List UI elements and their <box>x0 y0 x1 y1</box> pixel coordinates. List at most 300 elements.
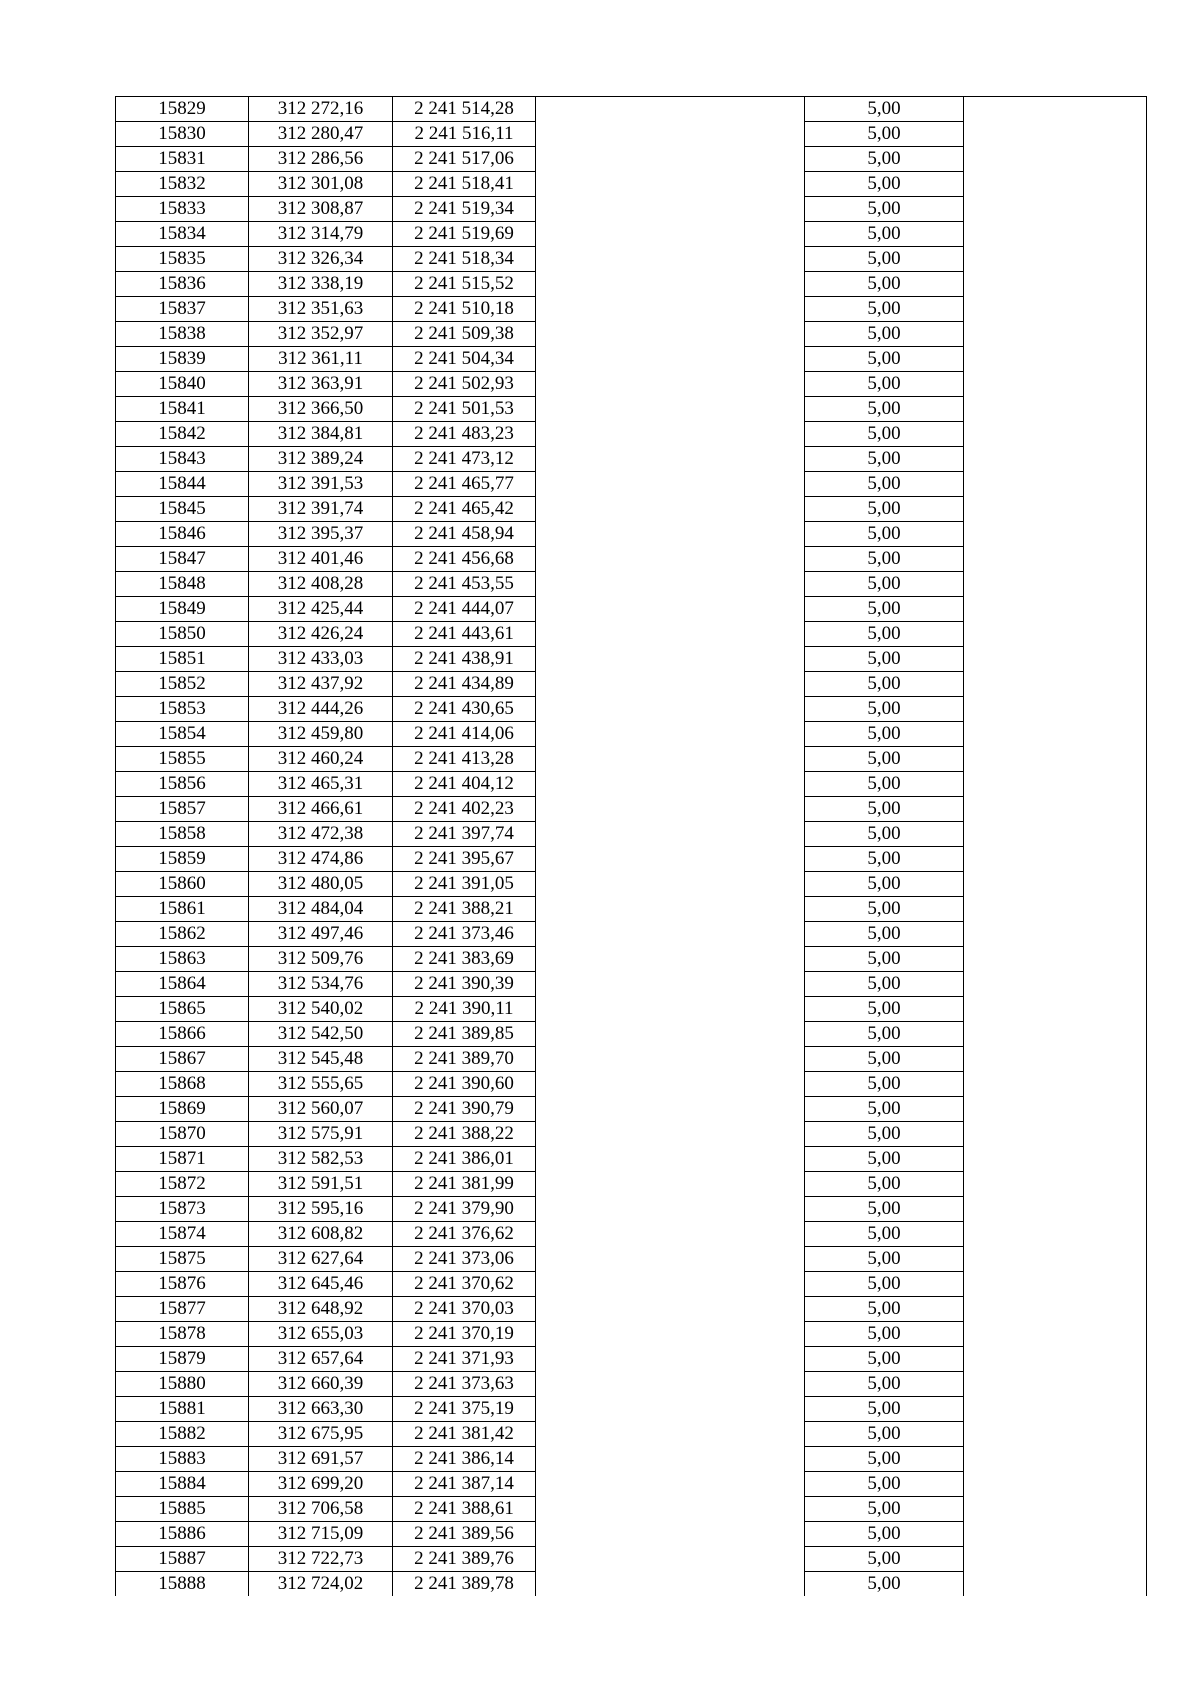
point-number-cell: 15886 <box>116 1522 249 1547</box>
value-cell: 5,00 <box>805 297 964 322</box>
y-coordinate-cell: 2 241 404,12 <box>393 772 536 797</box>
empty-cell <box>536 622 805 647</box>
y-coordinate-cell: 2 241 373,46 <box>393 922 536 947</box>
empty-cell <box>964 172 1147 197</box>
empty-cell <box>964 122 1147 147</box>
value-cell: 5,00 <box>805 872 964 897</box>
x-coordinate-cell: 312 391,74 <box>249 497 393 522</box>
table-row <box>116 247 1147 272</box>
empty-cell <box>536 1247 805 1272</box>
empty-cell <box>964 872 1147 897</box>
table-row <box>116 997 1147 1022</box>
table-row <box>116 272 1147 297</box>
table-row <box>116 1172 1147 1197</box>
point-number-cell: 15883 <box>116 1447 249 1472</box>
empty-cell <box>536 172 805 197</box>
x-coordinate-cell: 312 363,91 <box>249 372 393 397</box>
y-coordinate-cell: 2 241 389,70 <box>393 1047 536 1072</box>
x-coordinate-cell: 312 280,47 <box>249 122 393 147</box>
point-number-cell: 15867 <box>116 1047 249 1072</box>
point-number-cell: 15874 <box>116 1222 249 1247</box>
point-number-cell: 15884 <box>116 1472 249 1497</box>
empty-cell <box>964 597 1147 622</box>
value-cell: 5,00 <box>805 772 964 797</box>
y-coordinate-cell: 2 241 390,11 <box>393 997 536 1022</box>
empty-cell <box>536 597 805 622</box>
x-coordinate-cell: 312 466,61 <box>249 797 393 822</box>
y-coordinate-cell: 2 241 395,67 <box>393 847 536 872</box>
empty-cell <box>964 372 1147 397</box>
table-row <box>116 547 1147 572</box>
point-number-cell: 15845 <box>116 497 249 522</box>
point-number-cell: 15868 <box>116 1072 249 1097</box>
empty-cell <box>964 1147 1147 1172</box>
table-row <box>116 897 1147 922</box>
point-number-cell: 15857 <box>116 797 249 822</box>
empty-cell <box>536 722 805 747</box>
table-row <box>116 1022 1147 1047</box>
point-number-cell: 15836 <box>116 272 249 297</box>
y-coordinate-cell: 2 241 502,93 <box>393 372 536 397</box>
point-number-cell: 15833 <box>116 197 249 222</box>
point-number-cell: 15834 <box>116 222 249 247</box>
empty-cell <box>964 1572 1147 1597</box>
y-coordinate-cell: 2 241 444,07 <box>393 597 536 622</box>
empty-cell <box>536 322 805 347</box>
x-coordinate-cell: 312 389,24 <box>249 447 393 472</box>
empty-cell <box>536 147 805 172</box>
x-coordinate-cell: 312 663,30 <box>249 1397 393 1422</box>
x-coordinate-cell: 312 715,09 <box>249 1522 393 1547</box>
table-row <box>116 1372 1147 1397</box>
point-number-cell: 15837 <box>116 297 249 322</box>
point-number-cell: 15859 <box>116 847 249 872</box>
point-number-cell: 15855 <box>116 747 249 772</box>
y-coordinate-cell: 2 241 518,41 <box>393 172 536 197</box>
table-row <box>116 122 1147 147</box>
empty-cell <box>964 647 1147 672</box>
x-coordinate-cell: 312 591,51 <box>249 1172 393 1197</box>
value-cell: 5,00 <box>805 447 964 472</box>
table-row <box>116 422 1147 447</box>
value-cell: 5,00 <box>805 697 964 722</box>
table-row <box>116 1572 1147 1597</box>
value-cell: 5,00 <box>805 622 964 647</box>
empty-cell <box>536 822 805 847</box>
empty-cell <box>964 997 1147 1022</box>
point-number-cell: 15881 <box>116 1397 249 1422</box>
empty-cell <box>964 347 1147 372</box>
empty-cell <box>536 972 805 997</box>
empty-cell <box>964 1122 1147 1147</box>
point-number-cell: 15839 <box>116 347 249 372</box>
empty-cell <box>964 947 1147 972</box>
value-cell: 5,00 <box>805 497 964 522</box>
x-coordinate-cell: 312 545,48 <box>249 1047 393 1072</box>
empty-cell <box>964 1022 1147 1047</box>
y-coordinate-cell: 2 241 465,77 <box>393 472 536 497</box>
y-coordinate-cell: 2 241 456,68 <box>393 547 536 572</box>
empty-cell <box>964 1172 1147 1197</box>
y-coordinate-cell: 2 241 509,38 <box>393 322 536 347</box>
empty-cell <box>964 1497 1147 1522</box>
x-coordinate-cell: 312 472,38 <box>249 822 393 847</box>
table-row <box>116 797 1147 822</box>
empty-cell <box>964 972 1147 997</box>
value-cell: 5,00 <box>805 1422 964 1447</box>
empty-cell <box>964 847 1147 872</box>
x-coordinate-cell: 312 675,95 <box>249 1422 393 1447</box>
value-cell: 5,00 <box>805 1297 964 1322</box>
point-number-cell: 15848 <box>116 572 249 597</box>
empty-cell <box>536 647 805 672</box>
table-row <box>116 572 1147 597</box>
empty-cell <box>964 1047 1147 1072</box>
x-coordinate-cell: 312 480,05 <box>249 872 393 897</box>
empty-cell <box>964 1347 1147 1372</box>
y-coordinate-cell: 2 241 388,61 <box>393 1497 536 1522</box>
value-cell: 5,00 <box>805 1372 964 1397</box>
value-cell: 5,00 <box>805 1397 964 1422</box>
empty-cell <box>964 897 1147 922</box>
x-coordinate-cell: 312 384,81 <box>249 422 393 447</box>
table-row <box>116 222 1147 247</box>
table-row <box>116 297 1147 322</box>
empty-cell <box>964 97 1147 122</box>
empty-cell <box>964 1472 1147 1497</box>
empty-cell <box>964 1447 1147 1472</box>
value-cell: 5,00 <box>805 272 964 297</box>
value-cell: 5,00 <box>805 597 964 622</box>
table-row <box>116 597 1147 622</box>
point-number-cell: 15879 <box>116 1347 249 1372</box>
y-coordinate-cell: 2 241 371,93 <box>393 1347 536 1372</box>
x-coordinate-cell: 312 648,92 <box>249 1297 393 1322</box>
point-number-cell: 15882 <box>116 1422 249 1447</box>
empty-cell <box>536 522 805 547</box>
empty-cell <box>964 1222 1147 1247</box>
empty-cell <box>536 222 805 247</box>
empty-cell <box>536 122 805 147</box>
table-row <box>116 1197 1147 1222</box>
x-coordinate-cell: 312 408,28 <box>249 572 393 597</box>
value-cell: 5,00 <box>805 1072 964 1097</box>
point-number-cell: 15853 <box>116 697 249 722</box>
x-coordinate-cell: 312 575,91 <box>249 1122 393 1147</box>
empty-cell <box>536 672 805 697</box>
point-number-cell: 15846 <box>116 522 249 547</box>
empty-cell <box>536 897 805 922</box>
empty-cell <box>536 1422 805 1447</box>
point-number-cell: 15873 <box>116 1197 249 1222</box>
x-coordinate-cell: 312 484,04 <box>249 897 393 922</box>
y-coordinate-cell: 2 241 453,55 <box>393 572 536 597</box>
y-coordinate-cell: 2 241 504,34 <box>393 347 536 372</box>
table-row <box>116 872 1147 897</box>
table-row <box>116 1347 1147 1372</box>
value-cell: 5,00 <box>805 647 964 672</box>
table-row <box>116 972 1147 997</box>
point-number-cell: 15858 <box>116 822 249 847</box>
table-row <box>116 1097 1147 1122</box>
point-number-cell: 15871 <box>116 1147 249 1172</box>
empty-cell <box>964 1372 1147 1397</box>
x-coordinate-cell: 312 401,46 <box>249 547 393 572</box>
point-number-cell: 15844 <box>116 472 249 497</box>
y-coordinate-cell: 2 241 516,11 <box>393 122 536 147</box>
empty-cell <box>964 1072 1147 1097</box>
table-row <box>116 472 1147 497</box>
empty-cell <box>536 197 805 222</box>
y-coordinate-cell: 2 241 518,34 <box>393 247 536 272</box>
empty-cell <box>536 1522 805 1547</box>
table-row <box>116 147 1147 172</box>
empty-cell <box>536 997 805 1022</box>
empty-cell <box>536 1097 805 1122</box>
empty-cell <box>536 1297 805 1322</box>
x-coordinate-cell: 312 460,24 <box>249 747 393 772</box>
x-coordinate-cell: 312 627,64 <box>249 1247 393 1272</box>
empty-cell <box>536 422 805 447</box>
empty-cell <box>536 947 805 972</box>
x-coordinate-cell: 312 426,24 <box>249 622 393 647</box>
y-coordinate-cell: 2 241 519,34 <box>393 197 536 222</box>
empty-cell <box>536 922 805 947</box>
empty-cell <box>536 297 805 322</box>
table-row <box>116 747 1147 772</box>
value-cell: 5,00 <box>805 1147 964 1172</box>
x-coordinate-cell: 312 497,46 <box>249 922 393 947</box>
empty-cell <box>536 697 805 722</box>
empty-cell <box>964 922 1147 947</box>
value-cell: 5,00 <box>805 1247 964 1272</box>
empty-cell <box>964 1397 1147 1422</box>
table-row <box>116 647 1147 672</box>
empty-cell <box>536 1147 805 1172</box>
value-cell: 5,00 <box>805 797 964 822</box>
value-cell: 5,00 <box>805 1047 964 1072</box>
x-coordinate-cell: 312 474,86 <box>249 847 393 872</box>
y-coordinate-cell: 2 241 389,85 <box>393 1022 536 1047</box>
empty-cell <box>536 747 805 772</box>
table-row <box>116 772 1147 797</box>
empty-cell <box>536 1347 805 1372</box>
empty-cell <box>536 1047 805 1072</box>
empty-cell <box>536 847 805 872</box>
empty-cell <box>964 1547 1147 1572</box>
point-number-cell: 15851 <box>116 647 249 672</box>
coordinates-table-body <box>116 97 1147 1597</box>
value-cell: 5,00 <box>805 397 964 422</box>
value-cell: 5,00 <box>805 1272 964 1297</box>
point-number-cell: 15860 <box>116 872 249 897</box>
x-coordinate-cell: 312 724,02 <box>249 1572 393 1597</box>
empty-cell <box>964 222 1147 247</box>
empty-cell <box>536 1022 805 1047</box>
empty-cell <box>964 472 1147 497</box>
y-coordinate-cell: 2 241 397,74 <box>393 822 536 847</box>
table-row <box>116 847 1147 872</box>
x-coordinate-cell: 312 555,65 <box>249 1072 393 1097</box>
x-coordinate-cell: 312 699,20 <box>249 1472 393 1497</box>
value-cell: 5,00 <box>805 97 964 122</box>
empty-cell <box>536 1197 805 1222</box>
empty-cell <box>536 1272 805 1297</box>
value-cell: 5,00 <box>805 197 964 222</box>
empty-cell <box>964 822 1147 847</box>
y-coordinate-cell: 2 241 483,23 <box>393 422 536 447</box>
empty-cell <box>964 572 1147 597</box>
y-coordinate-cell: 2 241 517,06 <box>393 147 536 172</box>
empty-cell <box>536 872 805 897</box>
empty-cell <box>964 1097 1147 1122</box>
point-number-cell: 15842 <box>116 422 249 447</box>
point-number-cell: 15835 <box>116 247 249 272</box>
empty-cell <box>536 1072 805 1097</box>
y-coordinate-cell: 2 241 510,18 <box>393 297 536 322</box>
coordinates-table <box>115 96 1147 1596</box>
y-coordinate-cell: 2 241 370,03 <box>393 1297 536 1322</box>
x-coordinate-cell: 312 595,16 <box>249 1197 393 1222</box>
table-row <box>116 1047 1147 1072</box>
value-cell: 5,00 <box>805 1172 964 1197</box>
value-cell: 5,00 <box>805 347 964 372</box>
empty-cell <box>536 397 805 422</box>
table-row <box>116 1322 1147 1347</box>
value-cell: 5,00 <box>805 172 964 197</box>
empty-cell <box>536 472 805 497</box>
empty-cell <box>964 622 1147 647</box>
x-coordinate-cell: 312 608,82 <box>249 1222 393 1247</box>
y-coordinate-cell: 2 241 370,62 <box>393 1272 536 1297</box>
point-number-cell: 15885 <box>116 1497 249 1522</box>
table-row <box>116 1072 1147 1097</box>
empty-cell <box>536 347 805 372</box>
y-coordinate-cell: 2 241 381,99 <box>393 1172 536 1197</box>
point-number-cell: 15863 <box>116 947 249 972</box>
value-cell: 5,00 <box>805 572 964 597</box>
value-cell: 5,00 <box>805 1222 964 1247</box>
x-coordinate-cell: 312 444,26 <box>249 697 393 722</box>
value-cell: 5,00 <box>805 222 964 247</box>
value-cell: 5,00 <box>805 1347 964 1372</box>
point-number-cell: 15856 <box>116 772 249 797</box>
empty-cell <box>536 372 805 397</box>
y-coordinate-cell: 2 241 438,91 <box>393 647 536 672</box>
point-number-cell: 15877 <box>116 1297 249 1322</box>
y-coordinate-cell: 2 241 458,94 <box>393 522 536 547</box>
y-coordinate-cell: 2 241 386,14 <box>393 1447 536 1472</box>
value-cell: 5,00 <box>805 1547 964 1572</box>
table-row <box>116 1297 1147 1322</box>
x-coordinate-cell: 312 657,64 <box>249 1347 393 1372</box>
empty-cell <box>964 247 1147 272</box>
empty-cell <box>536 1122 805 1147</box>
empty-cell <box>964 447 1147 472</box>
point-number-cell: 15849 <box>116 597 249 622</box>
table-row <box>116 322 1147 347</box>
table-row <box>116 497 1147 522</box>
empty-cell <box>964 1297 1147 1322</box>
x-coordinate-cell: 312 465,31 <box>249 772 393 797</box>
table-row <box>116 922 1147 947</box>
point-number-cell: 15831 <box>116 147 249 172</box>
point-number-cell: 15843 <box>116 447 249 472</box>
table-row <box>116 622 1147 647</box>
empty-cell <box>964 722 1147 747</box>
empty-cell <box>964 522 1147 547</box>
point-number-cell: 15840 <box>116 372 249 397</box>
table-row <box>116 1222 1147 1247</box>
y-coordinate-cell: 2 241 414,06 <box>393 722 536 747</box>
table-row <box>116 1122 1147 1147</box>
empty-cell <box>964 697 1147 722</box>
empty-cell <box>964 1522 1147 1547</box>
point-number-cell: 15850 <box>116 622 249 647</box>
value-cell: 5,00 <box>805 472 964 497</box>
empty-cell <box>964 547 1147 572</box>
y-coordinate-cell: 2 241 373,63 <box>393 1372 536 1397</box>
point-number-cell: 15862 <box>116 922 249 947</box>
x-coordinate-cell: 312 391,53 <box>249 472 393 497</box>
y-coordinate-cell: 2 241 389,76 <box>393 1547 536 1572</box>
y-coordinate-cell: 2 241 388,21 <box>393 897 536 922</box>
empty-cell <box>964 297 1147 322</box>
empty-cell <box>536 1222 805 1247</box>
x-coordinate-cell: 312 301,08 <box>249 172 393 197</box>
table-row <box>116 1147 1147 1172</box>
table-row <box>116 1397 1147 1422</box>
table-row <box>116 1522 1147 1547</box>
empty-cell <box>964 1247 1147 1272</box>
table-row <box>116 1497 1147 1522</box>
table-row <box>116 347 1147 372</box>
point-number-cell: 15870 <box>116 1122 249 1147</box>
y-coordinate-cell: 2 241 501,53 <box>393 397 536 422</box>
point-number-cell: 15875 <box>116 1247 249 1272</box>
y-coordinate-cell: 2 241 434,89 <box>393 672 536 697</box>
point-number-cell: 15865 <box>116 997 249 1022</box>
value-cell: 5,00 <box>805 1497 964 1522</box>
empty-cell <box>536 1572 805 1597</box>
value-cell: 5,00 <box>805 822 964 847</box>
y-coordinate-cell: 2 241 430,65 <box>393 697 536 722</box>
point-number-cell: 15878 <box>116 1322 249 1347</box>
point-number-cell: 15869 <box>116 1097 249 1122</box>
y-coordinate-cell: 2 241 473,12 <box>393 447 536 472</box>
empty-cell <box>964 497 1147 522</box>
value-cell: 5,00 <box>805 1097 964 1122</box>
value-cell: 5,00 <box>805 1522 964 1547</box>
y-coordinate-cell: 2 241 389,78 <box>393 1572 536 1597</box>
table-row <box>116 822 1147 847</box>
empty-cell <box>536 1372 805 1397</box>
value-cell: 5,00 <box>805 922 964 947</box>
y-coordinate-cell: 2 241 390,79 <box>393 1097 536 1122</box>
point-number-cell: 15872 <box>116 1172 249 1197</box>
point-number-cell: 15847 <box>116 547 249 572</box>
point-number-cell: 15876 <box>116 1272 249 1297</box>
x-coordinate-cell: 312 286,56 <box>249 147 393 172</box>
y-coordinate-cell: 2 241 519,69 <box>393 222 536 247</box>
x-coordinate-cell: 312 351,63 <box>249 297 393 322</box>
value-cell: 5,00 <box>805 997 964 1022</box>
empty-cell <box>964 1197 1147 1222</box>
empty-cell <box>536 97 805 122</box>
y-coordinate-cell: 2 241 373,06 <box>393 1247 536 1272</box>
value-cell: 5,00 <box>805 1122 964 1147</box>
empty-cell <box>964 397 1147 422</box>
